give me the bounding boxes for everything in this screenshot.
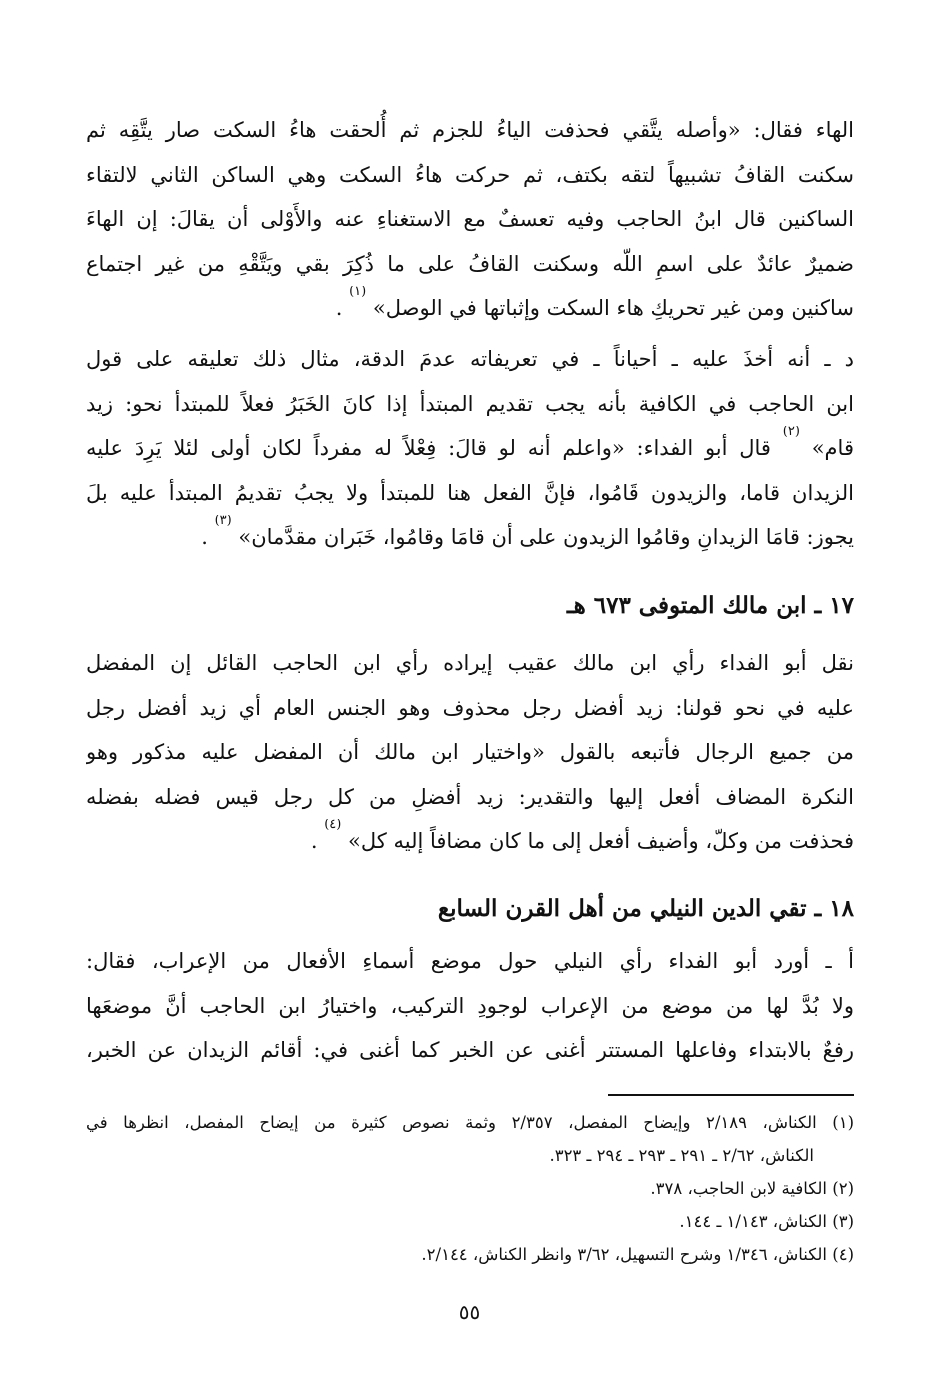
paragraph-line: الزيدان قاما، والزيدون قَامُوا، فإنَّ الفعل هنا للمبتدأ ولا يجبُ تقديمُ المبتدأ عليه بلَ xyxy=(86,480,854,505)
paragraph-line: سكنت القافُ تشبيهاً لتقه بكتف، ثم حركت هاءُ السكت وهي الساكن الثاني لالتقاء xyxy=(86,162,854,187)
footnote-4: (٤) الكناش، ١/٣٤٦ وشرح التسهيل، ٣/٦٢ وانظر الكناش، ٢/١٤٤. xyxy=(421,1245,854,1264)
paragraph-line: ابن الحاجب في الكافية بأنه يجب تقديم المبتدأ إذا كانَ الخَبَرُ فعلاً للمبتدأ نحو: زيد xyxy=(86,391,854,416)
paragraph-line: نقل أبو الفداء رأي ابن مالك عقيب إيراده رأي ابن الحاجب القائل إن المفضل xyxy=(86,651,854,675)
paragraph-line: د ـ أنه أخذَ عليه ـ أحياناً ـ في تعريفاته عدمَ الدقة، مثال ذلك تعليقه على قول xyxy=(86,347,854,371)
section-heading-17 xyxy=(86,583,854,629)
paragraph-1 xyxy=(86,108,854,331)
footnote-separator xyxy=(608,1094,854,1096)
paragraph-text: يجوز: قامَا الزيدانِ وقامُوا الزيدون على أن قامَا وقامُوا، خَبَران مقدَّمان» xyxy=(238,525,854,549)
page-number: ٥٥ xyxy=(458,1300,481,1324)
footnote-1-line-1: (١) الكناش، ٢/١٨٩ وإيضاح المفصل، ٢/٣٥٧ وثمة نصوص كثيرة من إيضاح المفصل، انظرها في xyxy=(86,1113,854,1132)
paragraph-text: قام» xyxy=(811,436,854,460)
section-heading-18 xyxy=(86,886,854,932)
paragraph-3 xyxy=(86,641,854,864)
paragraph-4 xyxy=(86,939,854,1073)
paragraph-line: يجوز: قامَا الزيدانِ وقامُوا الزيدون على أن قامَا وقامُوا، خَبَران مقدَّمان» $^{(٣)}$ . xyxy=(201,515,854,549)
paragraph-line: ضميرٌ عائدٌ على اسمِ اللّه وسكنت القافُ على ما ذُكِرَ بقي ويَتَّقْهِ من غير اجتماع xyxy=(86,251,854,276)
paragraph-line: النكرة المضاف أفعل إليها والتقدير: زيد أفضلِ من كل رجل قيس فضله بفضله xyxy=(86,784,854,809)
paragraph-text: قال أبو الفداء: «واعلم أنه لو قالَ: فِعْلاً له مفرداً لكان أولى لئلا يَرِدَ عليه xyxy=(86,436,771,460)
footnote-ref-4: (٤) xyxy=(324,819,342,832)
paragraph-line: ولا بُدَّ لها من موضع من الإعراب لوجودِ التركيب، واختيارُ ابن الحاجب أنَّ موضعَها xyxy=(86,993,854,1018)
heading-text: ١٧ ـ ابن مالك المتوفى ٦٧٣ هـ xyxy=(566,592,854,619)
paragraph-line: الهاء فقال: «وأصله يتَّقي فحذفت الياءُ للجزم ثم أُلحقت هاءُ السكت صار يتَّقِه ثم xyxy=(86,118,854,142)
paragraph-line: ساكنين ومن غير تحريكِ هاء السكت وإثباتها في الوصل» $^{(١)}$ . xyxy=(335,286,854,320)
footnotes xyxy=(86,1106,854,1271)
footnote-1-line-2: الكناش، ٢/٦٢ ـ ٢٩١ ـ ٢٩٣ ـ ٢٩٤ ـ ٣٢٣. xyxy=(549,1146,814,1165)
paragraph-text: ساكنين ومن غير تحريكِ هاء السكت وإثباتها في الوصل» xyxy=(372,296,854,320)
paragraph-line: فحذفت من وكلّ، وأضيف أفعل إلى ما كان مضافاً إليه كل» $^{(٤)}$ . xyxy=(310,819,854,853)
heading-text: ١٨ ـ تقي الدين النيلي من أهل القرن السابع xyxy=(437,895,854,922)
paragraph-line: رفعٌ بالابتداء وفاعلها المستتر أغنى عن الخبر كما أغنى في: أقائم الزيدان عن الخبر، xyxy=(86,1038,854,1062)
paragraph-line: عليه في نحو قولنا: زيد أفضل رجل محذوف وهو الجنس العام أي زيد أفضل رجل xyxy=(86,695,854,720)
footnote-ref-3: (٣) xyxy=(214,515,232,528)
paragraph-line xyxy=(86,426,854,471)
footnote-3: (٣) الكناش، ١/١٤٣ ـ ١٤٤. xyxy=(679,1212,854,1231)
paragraph-line: الساكنين قال ابنُ الحاجب وفيه تعسفٌ مع الاستغناءِ عنه والأَوْلى أن يقالَ: إن الهاءَ xyxy=(86,207,854,231)
footnote-ref-2: (٢) xyxy=(782,426,800,439)
footnote-2: (٢) الكافية لابن الحاجب، ٣٧٨. xyxy=(650,1179,854,1198)
paragraph-text: فحذفت من وكلّ، وأضيف أفعل إلى ما كان مضافاً إليه كل» xyxy=(348,829,854,853)
paragraph-2 xyxy=(86,337,854,560)
paragraph-line: من جميع الرجال فأتبعه بالقول «واختيار ابن مالك أن المفضل عليه مذكور وهو xyxy=(86,740,854,764)
paragraph-line: أ ـ أورد أبو الفداء رأي النيلي حول موضع أسماءِ الأفعال من الإعراب، فقال: xyxy=(86,949,854,973)
footnote-ref-1: (١) xyxy=(349,286,367,299)
